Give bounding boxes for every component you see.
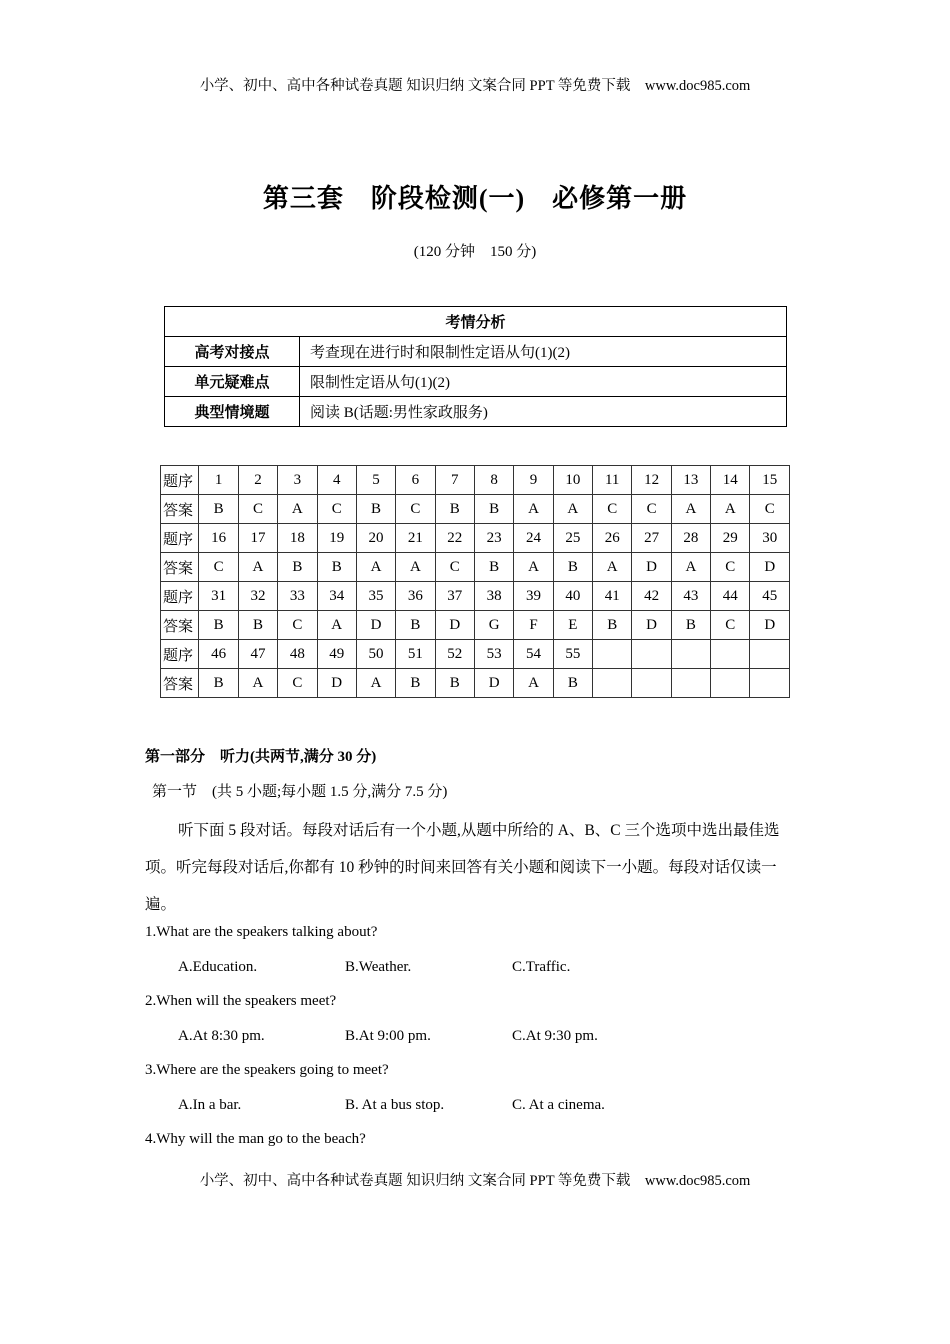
answer-cell: B <box>553 553 592 582</box>
option: C.Traffic. <box>512 959 571 975</box>
question-2: 2.When will the speakers meet? <box>145 993 337 1009</box>
table-row <box>165 367 787 397</box>
answer-cell: B <box>593 611 632 640</box>
answer-cell: F <box>514 611 553 640</box>
row-key: 高考对接点 <box>165 337 300 367</box>
answer-cell: A <box>671 553 710 582</box>
table-row <box>165 337 787 367</box>
question-number-cell: 4 <box>317 466 356 495</box>
row-label: 题序 <box>161 466 199 495</box>
row-value: 考查现在进行时和限制性定语从句(1)(2) <box>300 337 787 367</box>
question-number-cell: 43 <box>671 582 710 611</box>
answer-cell: A <box>356 553 395 582</box>
answer-cell: B <box>199 611 238 640</box>
question-number-cell: 32 <box>238 582 277 611</box>
answer-cell: B <box>199 669 238 698</box>
answer-cell: B <box>474 495 513 524</box>
question-number-cell: 3 <box>278 466 317 495</box>
answer-cell: C <box>238 495 277 524</box>
option: C. At a cinema. <box>512 1097 605 1113</box>
part1-heading: 第一部分 听力(共两节,满分 30 分) <box>145 749 377 765</box>
answer-cell: D <box>632 611 671 640</box>
answer-cell: C <box>435 553 474 582</box>
answer-cell: B <box>356 495 395 524</box>
answer-cell: B <box>553 669 592 698</box>
question-number-cell: 49 <box>317 640 356 669</box>
answer-cell: E <box>553 611 592 640</box>
answer-row <box>161 553 790 582</box>
option: B.Weather. <box>345 959 412 975</box>
question-number-cell <box>593 640 632 669</box>
question-number-cell: 16 <box>199 524 238 553</box>
question-number-cell: 39 <box>514 582 553 611</box>
header-banner: 小学、初中、高中各种试卷真题 知识归纳 文案合同 PPT 等免费下载 www.doc985.com <box>199 78 751 94</box>
row-label: 答案 <box>161 669 199 698</box>
question-number-cell: 44 <box>711 582 750 611</box>
question-number-cell: 1 <box>199 466 238 495</box>
answer-cell: C <box>278 669 317 698</box>
answer-cell: B <box>317 553 356 582</box>
question-number-cell: 48 <box>278 640 317 669</box>
question-number-cell: 6 <box>396 466 435 495</box>
row-value: 阅读 B(话题:男性家政服务) <box>300 397 787 427</box>
question-3: 3.Where are the speakers going to meet? <box>145 1062 389 1078</box>
answer-row <box>161 611 790 640</box>
answer-cell: C <box>711 611 750 640</box>
question-number-cell: 5 <box>356 466 395 495</box>
question-number-cell: 41 <box>593 582 632 611</box>
answer-cell <box>750 669 790 698</box>
question-number-cell: 38 <box>474 582 513 611</box>
analysis-heading: 考情分析 <box>165 307 787 337</box>
answer-row <box>161 495 790 524</box>
question-number-cell: 40 <box>553 582 592 611</box>
question-number-cell: 18 <box>278 524 317 553</box>
answer-cell: A <box>514 669 553 698</box>
question-number-cell: 46 <box>199 640 238 669</box>
question-number-cell: 53 <box>474 640 513 669</box>
question-number-row <box>161 524 790 553</box>
answer-cell: A <box>553 495 592 524</box>
table-row <box>165 397 787 427</box>
exam-duration-score: (120 分钟 150 分) <box>413 244 537 260</box>
question-number-cell: 19 <box>317 524 356 553</box>
question-number-cell: 21 <box>396 524 435 553</box>
answer-cell: D <box>750 553 790 582</box>
answer-cell: A <box>356 669 395 698</box>
option: A.Education. <box>178 959 258 975</box>
answer-cell: C <box>278 611 317 640</box>
answer-cell: B <box>396 611 435 640</box>
question-number-row <box>161 582 790 611</box>
question-number-cell: 24 <box>514 524 553 553</box>
answer-cell: C <box>396 495 435 524</box>
question-number-cell: 35 <box>356 582 395 611</box>
question-number-cell: 9 <box>514 466 553 495</box>
question-number-cell: 27 <box>632 524 671 553</box>
page-title: 第三套 阶段检测(一) 必修第一册 <box>262 184 688 213</box>
answer-cell: D <box>750 611 790 640</box>
answer-row <box>161 669 790 698</box>
row-label: 题序 <box>161 582 199 611</box>
row-key: 单元疑难点 <box>165 367 300 397</box>
row-label: 答案 <box>161 553 199 582</box>
answer-cell: A <box>514 553 553 582</box>
row-label: 题序 <box>161 524 199 553</box>
question-number-cell: 47 <box>238 640 277 669</box>
answer-cell: C <box>632 495 671 524</box>
question-number-cell: 20 <box>356 524 395 553</box>
question-number-cell: 26 <box>593 524 632 553</box>
question-number-cell: 52 <box>435 640 474 669</box>
answer-cell: C <box>593 495 632 524</box>
option: B. At a bus stop. <box>345 1097 445 1113</box>
question-number-cell: 10 <box>553 466 592 495</box>
question-number-row <box>161 640 790 669</box>
answer-cell: C <box>750 495 790 524</box>
answer-cell: B <box>474 553 513 582</box>
question-number-cell: 30 <box>750 524 790 553</box>
answer-cell: B <box>199 495 238 524</box>
row-label: 答案 <box>161 495 199 524</box>
answer-cell: A <box>238 669 277 698</box>
question-number-cell: 22 <box>435 524 474 553</box>
question-number-cell: 25 <box>553 524 592 553</box>
row-value: 限制性定语从句(1)(2) <box>300 367 787 397</box>
answer-cell: B <box>278 553 317 582</box>
option: A.In a bar. <box>178 1097 242 1113</box>
question-number-cell: 50 <box>356 640 395 669</box>
question-number-cell: 15 <box>750 466 790 495</box>
answer-cell: C <box>711 553 750 582</box>
analysis-table <box>164 306 787 427</box>
question-number-cell: 12 <box>632 466 671 495</box>
question-number-cell: 42 <box>632 582 671 611</box>
question-number-cell: 29 <box>711 524 750 553</box>
question-number-cell: 8 <box>474 466 513 495</box>
answer-cell: B <box>238 611 277 640</box>
question-number-cell: 23 <box>474 524 513 553</box>
question-number-cell: 2 <box>238 466 277 495</box>
question-1: 1.What are the speakers talking about? <box>145 924 378 940</box>
question-number-cell: 28 <box>671 524 710 553</box>
question-number-cell: 14 <box>711 466 750 495</box>
answer-cell: A <box>514 495 553 524</box>
answer-cell: A <box>593 553 632 582</box>
question-number-cell <box>750 640 790 669</box>
answer-cell: B <box>396 669 435 698</box>
answer-cell: D <box>474 669 513 698</box>
answer-cell: B <box>435 669 474 698</box>
row-label: 题序 <box>161 640 199 669</box>
answer-cell: B <box>671 611 710 640</box>
question-number-cell: 54 <box>514 640 553 669</box>
question-number-cell: 45 <box>750 582 790 611</box>
answer-cell <box>593 669 632 698</box>
question-number-cell <box>711 640 750 669</box>
question-4: 4.Why will the man go to the beach? <box>145 1131 366 1147</box>
answer-cell: D <box>435 611 474 640</box>
question-number-cell: 36 <box>396 582 435 611</box>
option: B.At 9:00 pm. <box>345 1028 431 1044</box>
answer-cell: A <box>317 611 356 640</box>
question-number-cell <box>671 640 710 669</box>
section1-heading: 第一节 (共 5 小题;每小题 1.5 分,满分 7.5 分) <box>152 784 448 800</box>
answer-cell: A <box>396 553 435 582</box>
answer-cell: G <box>474 611 513 640</box>
answer-cell <box>671 669 710 698</box>
answer-cell: A <box>238 553 277 582</box>
answer-cell <box>632 669 671 698</box>
question-number-cell: 13 <box>671 466 710 495</box>
question-number-cell: 34 <box>317 582 356 611</box>
answer-cell: A <box>278 495 317 524</box>
question-number-cell: 51 <box>396 640 435 669</box>
answer-cell: C <box>317 495 356 524</box>
row-label: 答案 <box>161 611 199 640</box>
question-number-cell: 7 <box>435 466 474 495</box>
answer-cell: C <box>199 553 238 582</box>
answer-cell: D <box>317 669 356 698</box>
question-number-cell: 17 <box>238 524 277 553</box>
question-number-cell <box>632 640 671 669</box>
answer-cell: D <box>632 553 671 582</box>
question-number-cell: 37 <box>435 582 474 611</box>
question-number-row <box>161 466 790 495</box>
question-number-cell: 11 <box>593 466 632 495</box>
answer-cell: B <box>435 495 474 524</box>
answer-cell: A <box>671 495 710 524</box>
question-number-cell: 55 <box>553 640 592 669</box>
footer-banner: 小学、初中、高中各种试卷真题 知识归纳 文案合同 PPT 等免费下载 www.doc985.com <box>199 1173 751 1189</box>
instructions: 听下面 5 段对话。每段对话后有一个小题,从题中所给的 A、B、C 三个选项中选出最佳选项。听完每段对话后,你都有 10 秒钟的时间来回答有关小题和阅读下一小题。每段对话仅读一遍。 <box>145 822 780 913</box>
option: C.At 9:30 pm. <box>512 1028 598 1044</box>
answer-cell: D <box>356 611 395 640</box>
question-number-cell: 33 <box>278 582 317 611</box>
answer-key-table <box>160 465 790 698</box>
answer-cell: A <box>711 495 750 524</box>
answer-cell <box>711 669 750 698</box>
option: A.At 8:30 pm. <box>178 1028 265 1044</box>
question-number-cell: 31 <box>199 582 238 611</box>
row-key: 典型情境题 <box>165 397 300 427</box>
